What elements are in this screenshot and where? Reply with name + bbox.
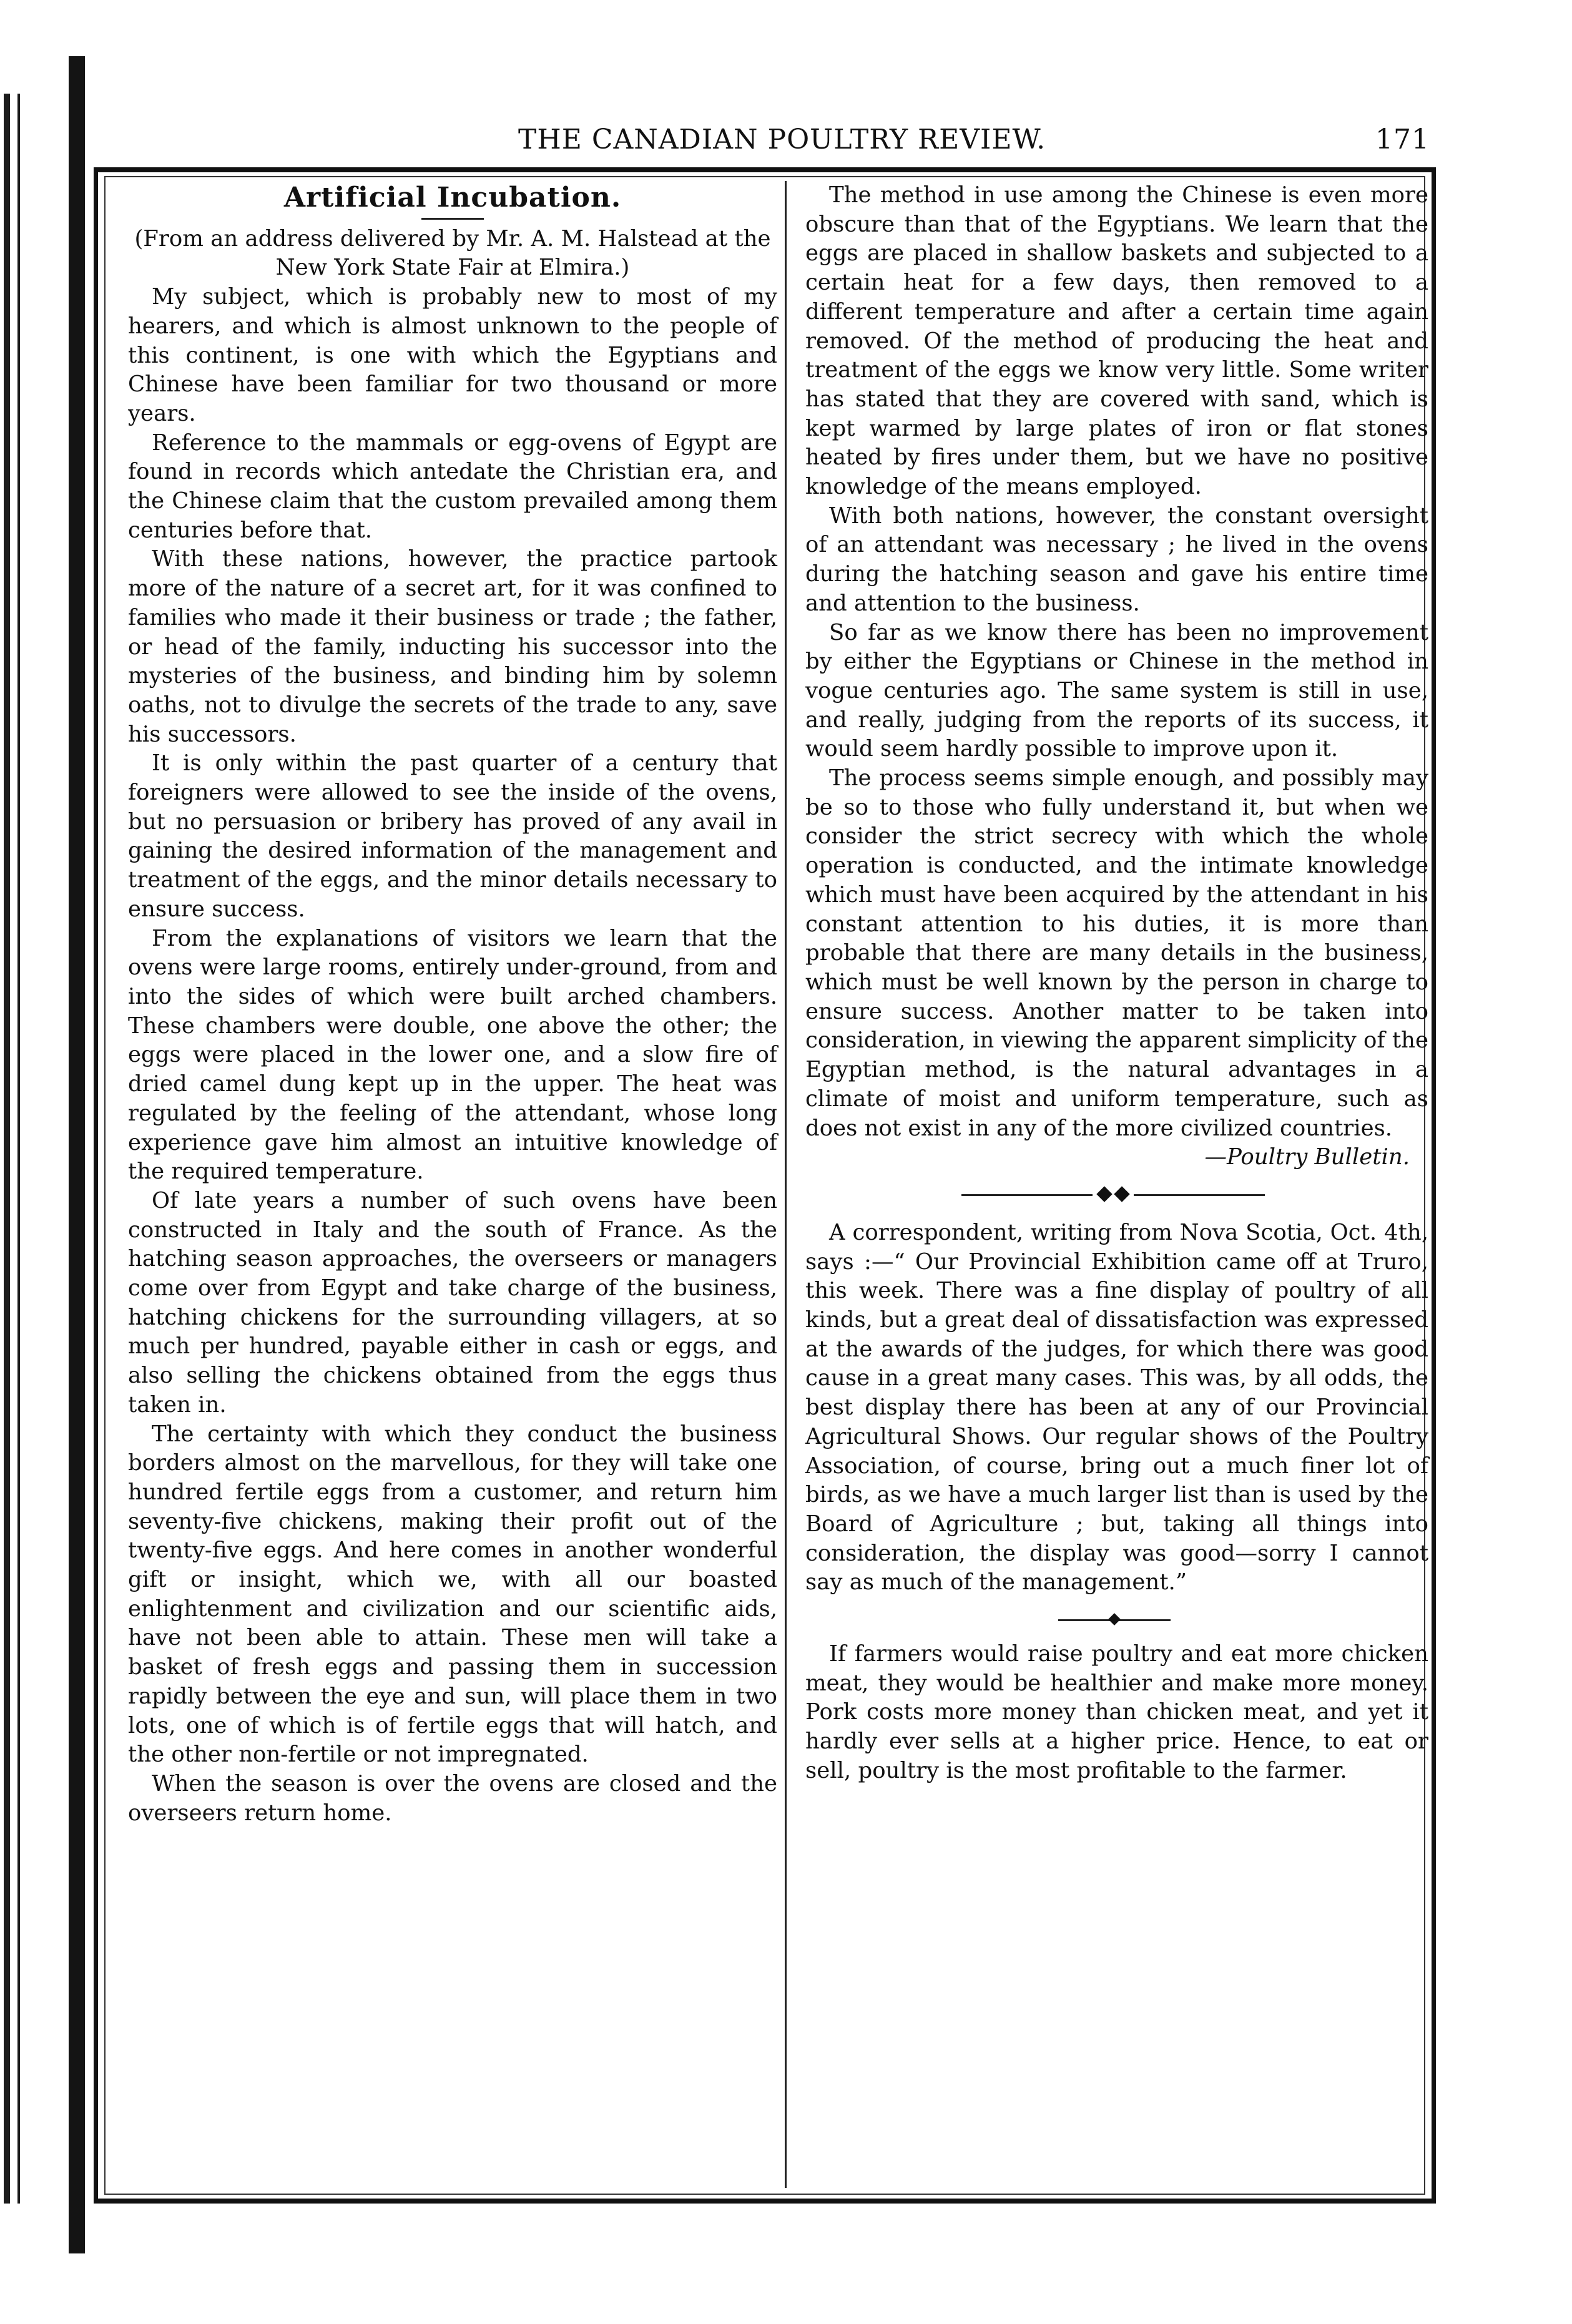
ornament-diamond-icon (1114, 1186, 1129, 1202)
binding-shadow (69, 56, 85, 2253)
section-ornament (805, 1182, 1428, 1207)
paragraph: The process seems simple enough, and possibly may be so to those who fully understand it, but when we consider the strict secrecy with which the whole operation is conducted, and the intimate knowledge which must have been acquired by the attendant in his constant attention to his duties, it is more than probable that there are many details in the business, which must be well known by the person in charge to ensure success. Another matter to be taken into consideration, in viewing the apparent simplicity of the Egyptian method, is the natural advantages in a climate of moist and uniform temperature, such as does not exist in any of the more civilized countries. (805, 765, 1428, 1141)
running-head: THE CANADIAN POULTRY REVIEW. (518, 124, 1046, 155)
paragraph: My subject, which is probably new to most of my hearers, and which is almost unknown to the people of this continent, is one with which the Egyptians and Chinese have been familiar for two thousand or more years. (128, 284, 777, 426)
paragraph: The certainty with which they conduct the business borders almost on the marvellous, for they will take one hundred fertile eggs from a customer, and return him seventy-five chickens, making their profit out of the twenty-five eggs. And here comes in another wonderful gift or insight, which we, with all our boasted enlightenment and civilization and our scientific aids, have not been able to attain. These men will take a basket of fresh eggs and passing them in succession rapidly between the eye and sun, will place them in two lots, one of which is of fertile eggs that will hatch, and the other non-fertile or not impregnated. (128, 1421, 777, 1768)
ornament-line-left (961, 1194, 1093, 1196)
paragraph: With both nations, however, the constant oversight of an attendant was necessary ; he lived in the ovens during the hatching season and gave his entire time and attention to the business. (805, 503, 1428, 616)
ornament-diamond-icon (1108, 1613, 1121, 1625)
binding-edge-inner (17, 94, 20, 2204)
ornament-diamond-icon (1096, 1186, 1112, 1202)
section-ornament-small (805, 1609, 1428, 1631)
paragraph: The method in use among the Chinese is even more obscure than that of the Egyptians. We learn that the eggs are placed in shallow baskets and subjected to a certain heat for a few days, then removed to a different temperature and after a certain time again removed. Of the method of producing the heat and treatment of the eggs we know very little. Some writer has stated that they are covered with sand, which is kept warmed by large plates of iron or flat stones heated by fires under them, but we have no positive knowledge of the means employed. (805, 182, 1428, 500)
article-title: Artificial Incubation. (283, 182, 622, 213)
signature: —Poultry Bulletin. (1204, 1144, 1410, 1170)
page-number: 171 (1375, 124, 1430, 155)
left-column (128, 181, 777, 1828)
source-note: (From an address delivered by Mr. A. M. Halstead at the New York State Fair at Elmira.) (134, 225, 771, 281)
paragraph: It is only within the past quarter of a century that foreigners were allowed to see the inside of the ovens, but no persuasion or bribery has proved of any avail in gaining the desired information of the management and treatment of the eggs, and the minor details necessary to ensure success. (128, 750, 777, 922)
paragraph: So far as we know there has been no improvement by either the Egyptians or Chinese in the method in vogue centuries ago. The same system is still in use, and really, judging from the reports of its success, it would seem hardly possible to improve upon it. (805, 619, 1428, 762)
paragraph: When the season is over the ovens are closed and the overseers return home. (128, 1770, 777, 1826)
right-column (805, 181, 1428, 1786)
paragraph-farmers: If farmers would raise poultry and eat more chicken meat, they would be healthier and make more money. Pork costs more money than chicken meat, and yet it hardly ever sells at a higher price. Hence, to eat or sell, poultry is the most profitable to the farmer. (805, 1641, 1428, 1783)
title-rule (421, 218, 484, 220)
paragraph: Reference to the mammals or egg-ovens of Egypt are found in records which antedate the Christian era, and the Chinese claim that the custom prevailed among them centuries before that. (128, 429, 777, 543)
paragraph: With these nations, however, the practice partook more of the nature of a secret art, for it was confined to families who made it their business or trade ; the father, or head of the family, inducting his successor into the mysteries of the business, and binding him by solemn oaths, not to divulge the secrets of the trade to any, save his successors. (128, 546, 777, 747)
ornament-line-right (1134, 1194, 1265, 1196)
column-rule (785, 181, 787, 2188)
paragraph-correspondent: A correspondent, writing from Nova Scotia, Oct. 4th, says :—“ Our Provincial Exhibition came off at Truro, this week. There was a fine display of poultry of all kinds, but a great deal of dissatisfaction was expressed at the awards of the judges, for which there was good cause in a great many cases. This was, by all odds, the best display there has been at any of our Provincial Agricultural Shows. Our regular shows of the Poultry Association, of course, bring out a much finer lot of birds, as we have a much larger list than is used by the Board of Agriculture ; but, taking all things into consideration, the display was good—sorry I cannot say as much of the management.” (805, 1219, 1428, 1596)
paragraph: Of late years a number of such ovens have been constructed in Italy and the south of France. As the hatching season approaches, the overseers or managers come over from Egypt and take charge of the business, hatching chickens for the surrounding villagers, at so much per hundred, payable either in cash or eggs, and also selling the chickens obtained from the eggs thus taken in. (128, 1187, 777, 1418)
paragraph: From the explanations of visitors we learn that the ovens were large rooms, entirely under-ground, from and into the sides of which were built arched chambers. These chambers were double, one above the other; the eggs were placed in the lower one, and a slow fire of dried camel dung kept up in the upper. The heat was regulated by the feeling of the attendant, whose long experience gave him almost an intuitive knowledge of the required temperature. (128, 925, 777, 1185)
page-header (94, 120, 1436, 164)
binding-edge-left (4, 94, 10, 2204)
